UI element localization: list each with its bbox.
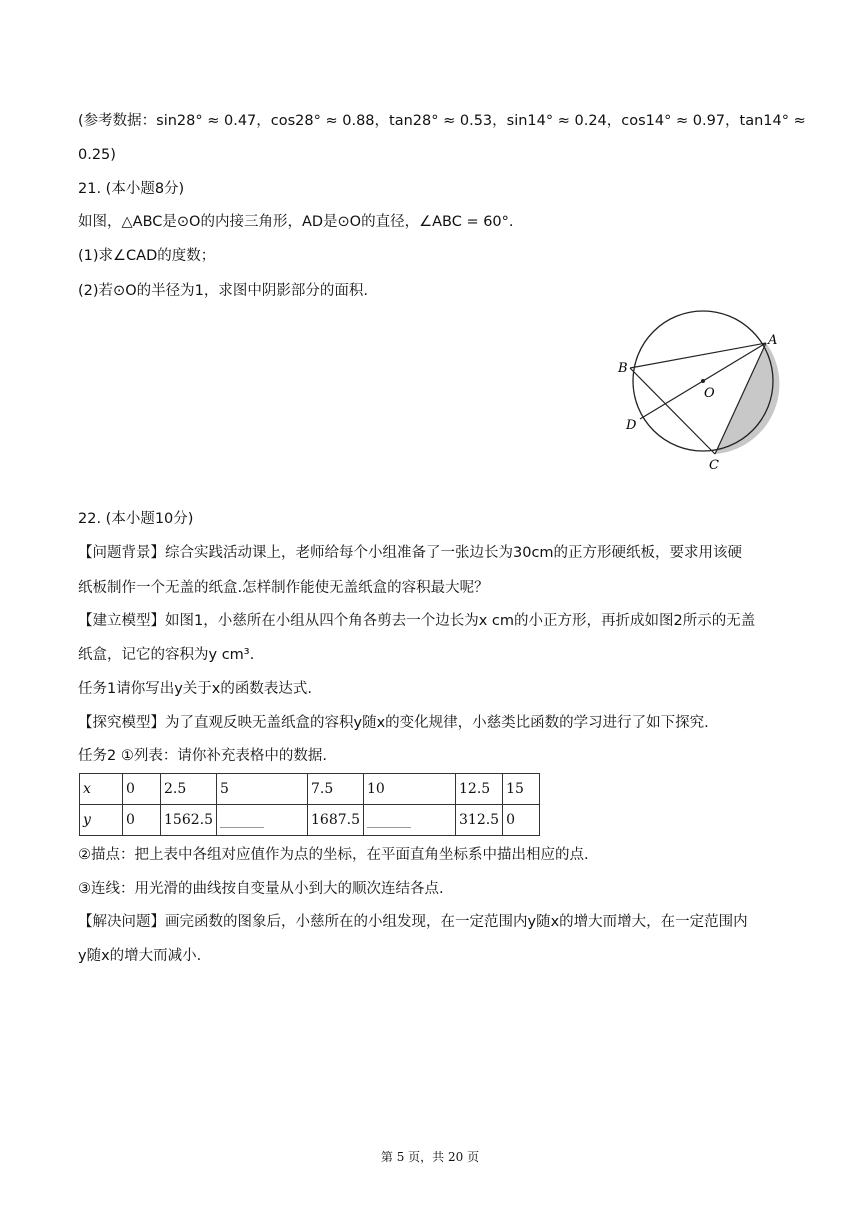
q22-task1: 任务1请你写出y关于x的函数表达式.: [78, 681, 312, 697]
q22-heading: 22. (本小题10分): [78, 511, 194, 527]
q21-stem: 如图，△ABC是⊙O的内接三角形，AD是⊙O的直径，∠ABC = 60°.: [78, 214, 514, 230]
label-c: C: [709, 458, 719, 473]
label-a: A: [768, 333, 778, 348]
q22-step3: ③连线：用光滑的曲线按自变量从小到大的顺次连结各点.: [78, 881, 444, 897]
circle-figure: [612, 306, 792, 476]
table-cell: 312.5: [456, 805, 503, 836]
answer-blank: [367, 813, 411, 828]
table-cell: 2.5: [161, 774, 217, 805]
q21-part1: (1)求∠CAD的度数；: [78, 248, 216, 264]
table-cell: 15: [503, 774, 540, 805]
table-row-x: [80, 774, 540, 805]
table-cell: 7.5: [308, 774, 364, 805]
table-cell: 1687.5: [308, 805, 364, 836]
q21-heading: 21. (本小题8分): [78, 181, 185, 197]
table-cell: 0: [503, 805, 540, 836]
q22-model-2: 纸盒，记它的容积为y cm³.: [78, 647, 255, 663]
table-cell-blank[interactable]: [364, 805, 456, 836]
q22-background-1: 【问题背景】综合实践活动课上，老师给每个小组准备了一张边长为30cm的正方形硬纸板，要求用该硬: [78, 545, 743, 561]
table-row-y: [80, 805, 540, 836]
table-cell: 0: [123, 805, 161, 836]
center-point: [701, 379, 705, 383]
table-cell: x: [80, 774, 123, 805]
q22-explore: 【探究模型】为了直观反映无盖纸盒的容积y随x的变化规律，小慈类比函数的学习进行了如下探究.: [78, 715, 709, 731]
label-d: D: [626, 418, 637, 433]
q22-solve-2: y随x的增大而减小.: [78, 948, 202, 964]
table-cell: y: [80, 805, 123, 836]
q22-task2: 任务2 ①列表：请你补充表格中的数据.: [78, 748, 327, 764]
q22-background-2: 纸板制作一个无盖的纸盒.怎样制作能使无盖纸盒的容积最大呢？: [78, 580, 489, 596]
answer-blank: [220, 813, 264, 828]
q22-solve-1: 【解决问题】画完函数的图象后，小慈所在的小组发现，在一定范围内y随x的增大而增大，在一定范围内: [78, 914, 748, 930]
label-b: B: [618, 361, 628, 376]
reference-line-1: (参考数据：sin28° ≈ 0.47，cos28° ≈ 0.88，tan28° ≈ 0.53，sin14° ≈ 0.24，cos14° ≈ 0.97，tan14° ≈: [78, 113, 806, 129]
q21-part2: (2)若⊙O的半径为1，求图中阴影部分的面积.: [78, 283, 368, 299]
table-cell: 0: [123, 774, 161, 805]
reference-line-2: 0.25): [78, 147, 116, 163]
table-cell: 12.5: [456, 774, 503, 805]
q22-model-1: 【建立模型】如图1，小慈所在小组从四个角各剪去一个边长为x cm的小正方形，再折成如图2所示的无盖: [78, 613, 756, 629]
page-footer: 第 5 页，共 20 页: [380, 1150, 480, 1164]
table-cell: 1562.5: [161, 805, 217, 836]
table-cell: 10: [364, 774, 456, 805]
q22-step2: ②描点：把上表中各组对应值作为点的坐标，在平面直角坐标系中描出相应的点.: [78, 847, 589, 863]
table-cell: 5: [217, 774, 308, 805]
table-cell-blank[interactable]: [217, 805, 308, 836]
label-o: O: [704, 386, 715, 401]
data-table: [79, 773, 540, 836]
